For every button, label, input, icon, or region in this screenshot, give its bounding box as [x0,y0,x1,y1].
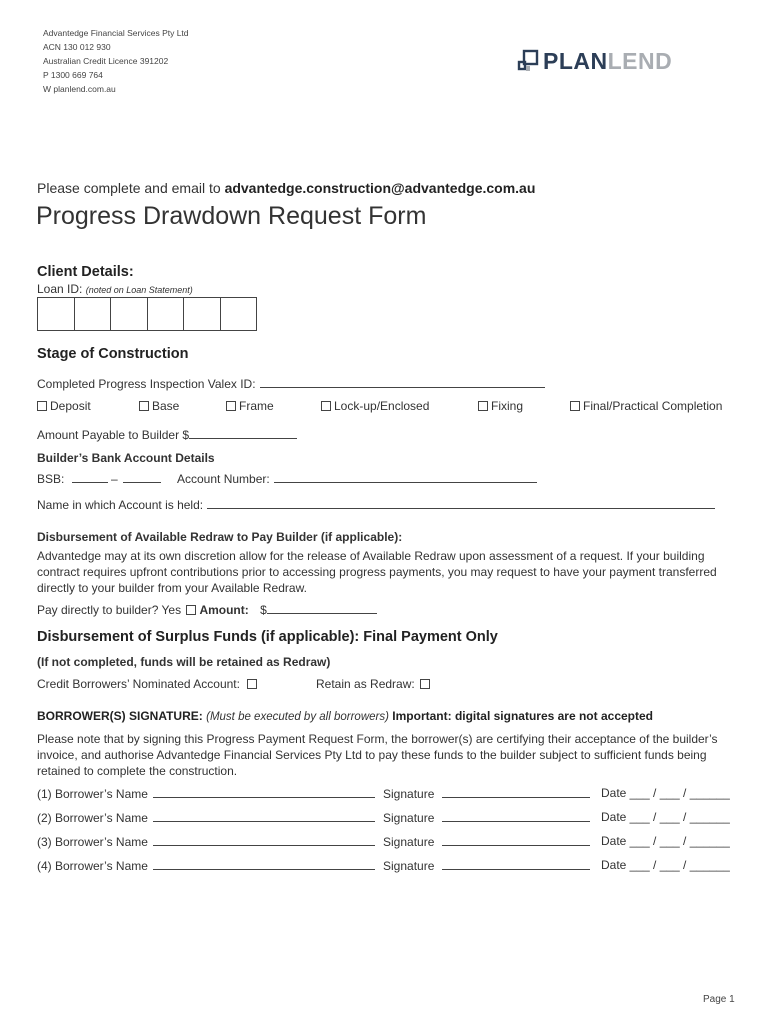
redraw-amount-field[interactable] [267,612,377,614]
loan-id-label: Loan ID: [37,282,83,296]
signature-row-4 [383,859,590,873]
bsb-label: BSB: [37,472,65,486]
loan-id-digit-box[interactable] [75,298,112,330]
amount-row [37,428,297,442]
date-field-4[interactable]: Date ___ / ___ / ______ [601,858,730,872]
borrower-name-field[interactable] [153,868,375,870]
checkbox[interactable] [226,401,236,411]
nominated-account-row [37,677,260,691]
borrower-name-label: (2) Borrower’s Name [37,811,148,825]
company-phone: P 1300 669 764 [43,70,103,80]
bsb-row [37,472,161,486]
retain-redraw-label: Retain as Redraw: [316,677,415,691]
date-field-3[interactable]: Date ___ / ___ / ______ [601,834,730,848]
signature-field[interactable] [442,844,590,846]
pay-builder-yes-checkbox[interactable] [186,605,196,615]
company-licence: Australian Credit Licence 391202 [43,56,169,66]
borrower-name-field[interactable] [153,820,375,822]
intro-text: Please complete and email to [37,180,225,196]
borrower-row-4 [37,859,375,873]
retain-redraw-row [316,677,433,691]
option-label: Base [152,399,180,413]
signature-label: Signature [383,859,435,873]
bsb-field-second[interactable] [123,481,161,483]
loan-id-input[interactable] [37,297,257,331]
redraw-amount-prefix: $ [260,603,267,617]
borrower-row-2 [37,811,375,825]
account-name-label: Name in which Account is held: [37,498,204,512]
company-acn: ACN 130 012 930 [43,42,111,52]
redraw-paragraph: Advantedge may at its own discretion allow for the release of Available Redraw upon assessment of a request. If your building contract requires upfront contributions prior to accessing progress payments, you may request to have your payment transferred directly to your builder from your Available Redraw. [37,549,717,595]
signature-row-2 [383,811,590,825]
loan-id-row [37,282,193,296]
stage-option-fixing[interactable] [478,399,523,413]
borrower-row-3 [37,835,375,849]
surplus-heading: Disbursement of Surplus Funds (if applicable): Final Payment Only [37,629,498,645]
signature-label: Signature [383,811,435,825]
loan-id-digit-box[interactable] [111,298,148,330]
loan-id-digit-box[interactable] [184,298,221,330]
account-name-row [37,498,715,512]
bsb-dash: – [111,472,118,486]
loan-id-digit-box[interactable] [38,298,75,330]
company-details [43,26,189,96]
page-number: Page 1 [703,994,735,1005]
client-details-heading: Client Details: [37,264,134,280]
checkbox[interactable] [570,401,580,411]
signature-paragraph: Please note that by signing this Progress Payment Request Form, the borrower(s) are certifying their acceptance of the builder’s invoice, and authorise Advantedge Financial Services Pty Ltd to pay these funds to the builder subject to sufficient funds being retained to complete the construction. [37,732,718,778]
logo-plan-text: PLAN [543,47,608,74]
loan-id-digit-box[interactable] [148,298,185,330]
amount-label: Amount Payable to Builder $ [37,428,190,442]
bank-details-heading: Builder’s Bank Account Details [37,451,215,465]
nominated-account-label: Credit Borrowers’ Nominated Account: [37,677,240,691]
checkbox[interactable] [478,401,488,411]
option-label: Fixing [491,399,524,413]
inspection-id-field[interactable] [260,386,545,388]
company-website: W planlend.com.au [43,84,116,94]
signature-field[interactable] [442,820,590,822]
account-name-field[interactable] [207,507,715,509]
date-field-2[interactable]: Date ___ / ___ / ______ [601,810,730,824]
signature-heading: BORROWER(S) SIGNATURE: [37,709,203,723]
signature-label: Signature [383,835,435,849]
borrower-name-label: (1) Borrower’s Name [37,787,148,801]
planlend-logo [517,47,672,75]
inspection-label: Completed Progress Inspection Valex ID: [37,377,256,391]
stage-option-lockup[interactable] [321,399,429,413]
inspection-row [37,377,545,391]
pay-builder-label: Pay directly to builder? Yes [37,603,182,617]
retain-redraw-checkbox[interactable] [420,679,430,689]
borrower-name-field[interactable] [153,844,375,846]
intro-email[interactable]: advantedge.construction@advantedge.com.au [224,180,536,196]
loan-id-note: (noted on Loan Statement) [85,285,193,295]
stage-heading: Stage of Construction [37,346,189,362]
nominated-account-checkbox[interactable] [247,679,257,689]
checkbox[interactable] [139,401,149,411]
stage-option-frame[interactable] [226,399,274,413]
stage-option-deposit[interactable] [37,399,91,413]
planlend-logo-icon [517,49,539,73]
option-label: Frame [239,399,274,413]
signature-heading-note: (Must be executed by all borrowers) [206,711,389,723]
signature-row-1 [383,787,590,801]
borrower-name-field[interactable] [153,796,375,798]
option-label: Lock-up/Enclosed [334,399,430,413]
date-field-1[interactable]: Date ___ / ___ / ______ [601,786,730,800]
bsb-field-first[interactable] [72,481,108,483]
page-title: Progress Drawdown Request Form [36,202,427,230]
redraw-amount-label: Amount: [199,603,249,617]
account-number-row [177,472,537,486]
signature-heading-row [37,709,653,723]
signature-field[interactable] [442,796,590,798]
stage-option-final[interactable] [570,399,722,413]
amount-field[interactable] [189,437,297,439]
signature-field[interactable] [442,868,590,870]
surplus-subheading: (If not completed, funds will be retained as Redraw) [37,655,331,669]
signature-label: Signature [383,787,435,801]
pay-builder-row [37,603,377,617]
borrower-name-label: (3) Borrower’s Name [37,835,148,849]
redraw-heading: Disbursement of Available Redraw to Pay Builder (if applicable): [37,530,403,544]
checkbox[interactable] [321,401,331,411]
stage-option-base[interactable] [139,399,179,413]
loan-id-digit-box[interactable] [221,298,257,330]
account-number-label: Account Number: [177,472,270,486]
borrower-name-label: (4) Borrower’s Name [37,859,148,873]
intro-line [37,180,535,196]
checkbox[interactable] [37,401,47,411]
company-name: Advantedge Financial Services Pty Ltd [43,28,189,38]
signature-row-3 [383,835,590,849]
account-number-field[interactable] [274,481,537,483]
borrower-row-1 [37,787,375,801]
signature-important-note: Important: digital signatures are not accepted [392,709,653,723]
option-label: Final/Practical Completion [583,399,723,413]
logo-lend-text: LEND [607,47,673,74]
option-label: Deposit [50,399,91,413]
